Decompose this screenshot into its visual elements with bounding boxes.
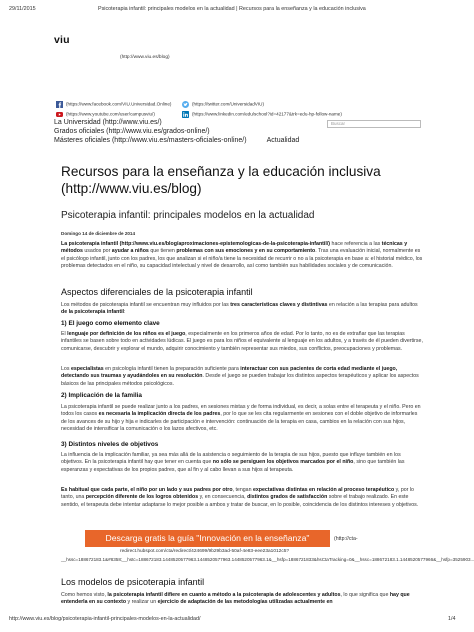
linkedin-link[interactable]: (https://www.linkedin.com/edu/school?id=42177&trk=edu-hp-follow-name) bbox=[182, 111, 342, 118]
paragraph-expectativas: Es habitual que cada parte, el niño por un lado y sus padres por otro, tengan expectativas distintas en relación al proceso terapéutico y, por lo tanto, una percepción diferente de los logros obtenidos y, en consecuencia, distintos grados de satisfacción sobre el trabajo realizado. En este sentido, el terapeuta debe intentar adaptarse lo mejor posible a ambos y tratar de buscar, en lo posible, coincidencia de los distintos intereses y objetivos. bbox=[61, 487, 419, 508]
paragraph-objetivos: La influencia de la implicación familiar, ya sea más allá de la asistencia o seguimiento de la terapia de sus hijos, puesto que influye también en los objetivos. En la psicoterapia infantil hay que tener en cuenta que no sólo se persiguen los objetivos marcados por el niño, sino que también las esperanzas y expectativas de los propios padres, que al fin y al cabo llevan a sus hijos al terapeuta. bbox=[61, 452, 405, 473]
youtube-icon bbox=[56, 111, 63, 118]
section-heading-modelos: Los modelos de psicoterapia infantil bbox=[61, 577, 205, 587]
viu-logo[interactable]: viu bbox=[54, 34, 70, 46]
paragraph-juego: El lenguaje por definición de los niños es el juego, especialmente en los primeros años de edad. Por lo tanto, no es de extrañar que las terapias infantiles se basen sobre todo en actividades lúdicas. El juego es para los niños el equivalente al lenguaje en los adultos, y a través de él pueden divertirse, comunicarse, descubrir y explorar el mundo, adquirir conocimiento y también representar sus miedos, sus conflictos, preocupaciones y problemas. bbox=[61, 331, 423, 352]
nav-actualidad[interactable]: Actualidad bbox=[266, 137, 300, 144]
print-title: Psicoterapia infantil: principales modelos en la actualidad | Recursos para la enseñanza y la educación inclusiva bbox=[98, 6, 366, 12]
intro-paragraph: La psicoterapia infantil (http://www.viu.es/blog/aproximaciones-epistemologicas-de-la-psicoterapia-infantil/) hace referencia a las técnicas y métodos usados por ayudar a niños que tienen problemas con sus emociones y en su comportamiento. Tras una evaluación inicial, normalmente es el psicólogo infantil, junto con los padres, los que analizan si el niño/a tiene la necesidad de recurrir o no a la psicoterapia en base a: el historial médico, los problemas detectados en el niño, su capacidad intelectual y nivel de desarrollo, así como también sus habilidades sociales y de comunicación. bbox=[61, 241, 423, 269]
nav-masteres-oficiales[interactable] bbox=[54, 137, 299, 144]
subheading-juego: 1) El juego como elemento clave bbox=[61, 320, 160, 327]
nav-masteres-label: Másteres oficiales (http://www.viu.es/masters-oficiales-online/) bbox=[54, 137, 247, 144]
site-title[interactable]: Recursos para la enseñanza y la educación inclusiva (http://www.viu.es/blog) bbox=[61, 164, 381, 196]
post-title: Psicoterapia infantil: principales modelos en la actualidad bbox=[61, 210, 315, 221]
home-link[interactable]: (http://www.viu.es/blog) bbox=[120, 55, 170, 60]
paragraph-especialistas: Los especialistas en psicología infantil tienen la preparación suficiente para interactuar con sus pacientes de corta edad mediante el juego, detectando sus traumas y ayudándoles en su resolución. Desde el juego se pueden trabajar los distintos aspectos terapéuticos y aplicar los aspectos básicos de las principales métodos psicológicos. bbox=[61, 366, 419, 387]
linkedin-icon bbox=[182, 111, 189, 118]
twitter-icon bbox=[182, 101, 189, 108]
redirect-url-1[interactable]: redirect.hubspot.com/cta/redirect/424699/9b29b3ad-50af-4e83-eee23a1012c5? bbox=[120, 549, 290, 554]
subheading-familia: 2) Implicación de la familia bbox=[61, 392, 142, 399]
twitter-link[interactable]: (https://twitter.com/UniversidadVIU) bbox=[182, 101, 264, 108]
subheading-objetivos: 3) Distintos niveles de objetivos bbox=[61, 441, 159, 448]
paragraph-familia: La psicoterapia infantil se puede realizar junto a los padres, en sesiones mixtas y de forma individual, es decir, a solas entre el terapeuta y el niño. Pero en todos los casos es necesaria la implicación directa de los padres, por lo que se les cita regularmente en sesiones con el doble objetivo de informarles de los avances de su hijo y hija e indicarles de participación e intervención: continuación de la terapia en casa, cambios en la relación con sus hijos, necesidad de intensificar la comunicación o los lazos afectivos, etc. bbox=[61, 404, 421, 432]
redirect-url-2[interactable]: __hssc=188672183.1&#8358;__hstc=188672183.1448520577963.1448520577963.1448520577963.1&__hsfp=1886721833&hsCtaTracking=0&__hssc=188672183.1.1448520577966&__hsfp=3525903... bbox=[61, 557, 474, 562]
facebook-icon bbox=[56, 101, 63, 108]
section1-intro: Los métodos de psicoterapia infantil se encuentran muy influidos por las tres características claves y distintivas en relación a las terapias para adultos de la psicoterapia infantil: bbox=[61, 302, 418, 316]
paragraph-modelos: Como hemos visto, la psicoterapia infantil difiere en cuanto a método a la psicoterapia de adolescentes y adultos, lo que significa que hay que entenderla en su contexto y realizar un ejercicio de adaptación de las metodologías utilizadas actualmente en bbox=[61, 592, 410, 606]
nav-la-universidad[interactable]: La Universidad (http://www.viu.es/) bbox=[54, 119, 162, 126]
youtube-link[interactable]: (https://www.youtube.com/user/campusviu/) bbox=[56, 111, 155, 118]
footer-url: http://www.viu.es/blog/psicoterapia-infantil-principales-modelos-en-la-actualidad/ bbox=[9, 616, 201, 622]
post-date: Domingo 14 de diciembre de 2014 bbox=[61, 231, 136, 236]
page-number: 1/4 bbox=[448, 616, 456, 622]
banner-link-tail[interactable]: (http://cta- bbox=[334, 536, 358, 542]
nav-grados-oficiales[interactable]: Grados oficiales (http://www.viu.es/grados-online/) bbox=[54, 128, 210, 135]
download-guide-banner[interactable]: Descarga gratis la guía "Innovación en la enseñanza" bbox=[85, 530, 330, 547]
print-header bbox=[0, 6, 474, 16]
intro-link[interactable]: La psicoterapia infantil (http://www.viu.es/blog/aproximaciones-epistemologicas-de-la-psicoterapia-infantil/) bbox=[61, 241, 331, 247]
section-heading-aspectos: Aspectos diferenciales de la psicoterapia infantil bbox=[61, 287, 253, 297]
facebook-link[interactable]: (https://www.facebook.com/VIU.Universidad.Online) bbox=[56, 101, 171, 108]
print-date: 29/11/2015 bbox=[9, 6, 36, 12]
search-input[interactable]: Buscar bbox=[327, 120, 421, 128]
